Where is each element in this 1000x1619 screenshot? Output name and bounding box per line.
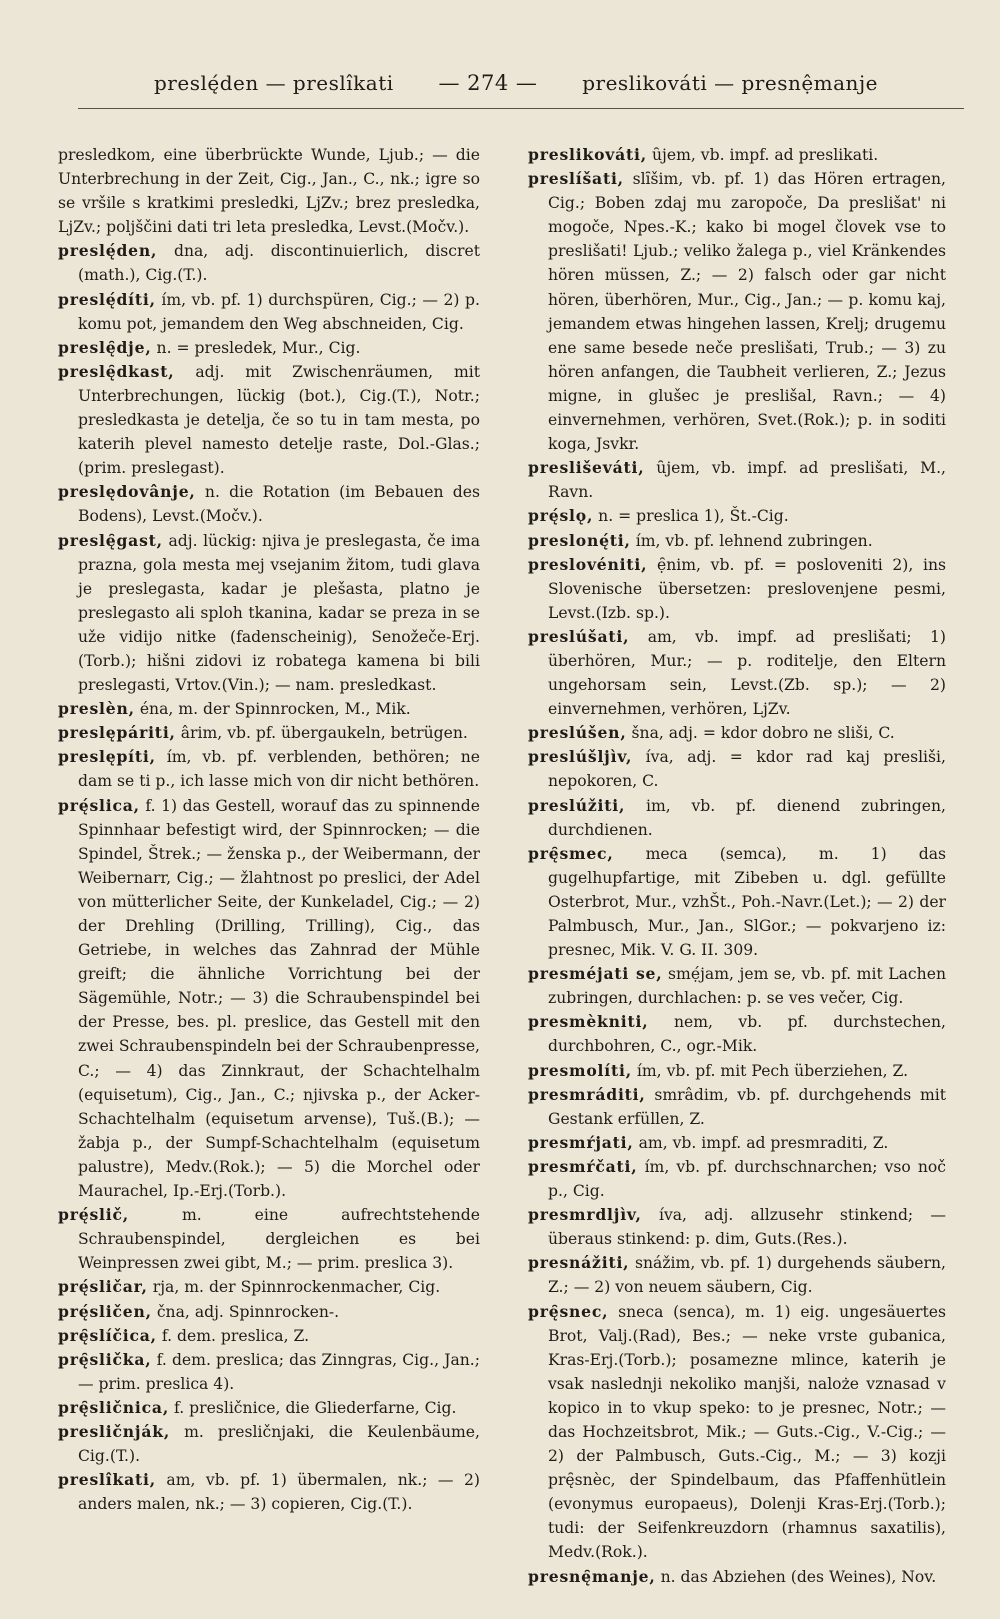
- entry-definition: ȗjem, vb. impf. ad preslišati, M., Ravn.: [548, 459, 946, 502]
- entry-headword: preslępáriti,: [58, 723, 176, 743]
- entry-definition: ím, vb. pf. 1) durchspüren, Cig.; — 2) p. komu pot, jemandem den Weg abschneiden, Cig.: [78, 290, 480, 333]
- entry-headword: preslonę́ti,: [528, 530, 631, 550]
- entry-definition: íva, adj. allzusehr stinkend; — überaus stinkend: p. dim, Guts.(Res.).: [548, 1206, 946, 1249]
- entry-headword: prę̑slíčica,: [58, 1325, 157, 1345]
- dictionary-entry: [528, 842, 946, 962]
- entry-headword: preslîkati,: [58, 1470, 156, 1490]
- entry-headword: prę̑smec,: [528, 843, 614, 863]
- entry-definition: smrâdim, vb. pf. durchgehends mit Gestank erfüllen, Z.: [548, 1085, 946, 1128]
- entry-definition: éna, m. der Spinnrocken, M., Mik.: [139, 700, 411, 719]
- page-header: [58, 66, 966, 100]
- entry-headword: presmráditi,: [528, 1084, 646, 1104]
- entry-definition: šna, adj. = kdor dobro ne sliši, C.: [631, 724, 895, 743]
- dictionary-entry: [528, 625, 946, 721]
- entry-headword: prę́sličar,: [58, 1277, 148, 1297]
- entry-definition: am, vb. pf. 1) übermalen, nk.; — 2) anders malen, nk.; — 3) copieren, Cig.(T.).: [78, 1471, 480, 1514]
- dictionary-entry: [528, 143, 946, 167]
- page-number: — 274 —: [438, 71, 538, 95]
- entry-definition: f. dem. preslica; das Zinngras, Cig., Jan.; — prim. preslica 4).: [78, 1350, 480, 1393]
- entry-headword: preslę́den,: [58, 241, 158, 261]
- entry-definition: ím, vb. pf. durchschnarchen; vso noč p., Cig.: [548, 1157, 946, 1201]
- dictionary-entry: [528, 1300, 946, 1565]
- entry-definition: snážim, vb. pf. 1) durgehends säubern, Z.; — 2) von neuem säubern, Cig.: [548, 1254, 946, 1297]
- entry-definition: meca (semca), m. 1) das gugelhupfartige, mit Zibeben u. dgl. gefüllte Osterbrot, Mur., vzhŠt., Poh.-Navr.(Let.); — 2) der Palmbusch, Mur., Jan., SlGor.; — pokvarjeno iz: presnec, Mik. V. G. II. 309.: [548, 844, 946, 960]
- entry-headword: prę̑snec,: [528, 1301, 609, 1321]
- entry-headword: presnę̑manje,: [528, 1566, 656, 1586]
- dictionary-entry: [58, 1275, 480, 1299]
- dictionary-entry: [58, 360, 480, 480]
- entry-definition: ârim, vb. pf. übergaukeln, betrügen.: [180, 724, 468, 743]
- entry-headword: preslę̑dkast,: [58, 361, 175, 381]
- dictionary-entry: [528, 1155, 946, 1203]
- entry-headword: presmèkniti,: [528, 1012, 649, 1032]
- entry-definition: am, vb. impf. ad presmraditi, Z.: [638, 1133, 889, 1152]
- dictionary-entry: [58, 1300, 480, 1324]
- entry-definition: ím, vb. pf. mit Pech überziehen, Z.: [636, 1061, 909, 1080]
- entry-definition: f. presličnice, die Gliederfarne, Cig.: [174, 1398, 457, 1417]
- dictionary-entry: [58, 1396, 480, 1420]
- dictionary-entry: [528, 1010, 946, 1058]
- dictionary-entry: [58, 1468, 480, 1516]
- dictionary-entry: [528, 1059, 946, 1083]
- dictionary-entry: [58, 480, 480, 528]
- entry-headword: prę̑slička,: [58, 1349, 152, 1369]
- entry-definition: n. = preslica 1), Št.-Cig.: [598, 507, 789, 526]
- dictionary-entry: [58, 1324, 480, 1348]
- entry-definition: im, vb. pf. dienend zubringen, durchdienen.: [548, 796, 946, 839]
- entry-definition: íva, adj. = kdor rad kaj presliši, nepokoren, C.: [548, 748, 946, 791]
- entry-definition: ẹ̑nim, vb. pf. = posloveniti 2), ins Slovenische übersetzen: preslovenjene pesmi, Levst.(Izb. sp.).: [548, 555, 946, 622]
- entry-definition: čna, adj. Spinnrocken-.: [156, 1302, 340, 1321]
- dictionary-entry: [58, 721, 480, 745]
- entry-headword: prę́slica,: [58, 795, 140, 815]
- dictionary-entry: [58, 336, 480, 360]
- dictionary-entry: [528, 1203, 946, 1251]
- entry-definition: f. 1) das Gestell, worauf das zu spinnende Spinnhaar befestigt wird, der Spinnrocken; — die Spindel, Štrek.; — ženska p., der Weibermann, der Weibernarr, Cig.; — žlahtnost po preslici, der Adel von mütterlicher Seite, der Kunkeladel, Cig.; — 2) der Drehling (Drilling, Trilling), Cig., das Getriebe, in welches das Zahnrad der Mühle greift; die ähnliche Vorrichtung bei der Sägemühle, Notr.; — 3) die Schraubenspindel bei der Presse, bes. pl. preslice, das Gestell mit den zwei Schraubenspindeln bei der Schraubenpresse, C.; — 4) das Zinnkraut, der Schachtelhalm (equisetum), Cig., Jan., C.; njivska p., der Acker-Schachtelhalm (equisetum arvense), Tuš.(B.); — žabja p., der Sumpf-Schachtelhalm (equisetum palustre), Medv.(Rok.); — 5) die Morchel oder Maurachel, Ip.-Erj.(Torb.).: [78, 796, 480, 1201]
- entry-headword: presmolíti,: [528, 1060, 632, 1080]
- dictionary-entry: [528, 1131, 946, 1155]
- entry-headword: preslèn,: [58, 699, 135, 719]
- dictionary-entry: [528, 529, 946, 553]
- entry-definition: n. die Rotation (im Bebauen des Bodens), Levst.(Močv.).: [78, 483, 480, 526]
- dictionary-entry: [528, 745, 946, 793]
- entry-headword: presméjati se,: [528, 964, 663, 984]
- entry-definition: dna, adj. discontinuierlich, discret (math.), Cig.(T.).: [78, 242, 480, 285]
- entry-definition: am, vb. impf. ad preslišati; 1) überhören, Mur.; — p. roditelje, den Eltern ungehorsam sein, Levst.(Zb. sp.); — 2) einvernehmen, verhören, LjZv.: [548, 627, 946, 719]
- columns: [58, 143, 966, 1589]
- entry-headword: presliševáti,: [528, 458, 645, 478]
- entry-definition: adj. lückig: njiva je preslegasta, če ima prazna, gola mesta mej vsejanim žitom, tudi glava je preslegasta, kadar je plešasta, platno je preslegasto ali sploh tkanina, kadar se preza in se uže vidijo nitke (fadenscheinig), Senožeče-Erj.(Torb.); hišni zidovi iz robatega kamena bi bili preslegasti, Vrtov.(Vin.); — nam. presledkast.: [78, 531, 481, 695]
- dictionary-entry: [528, 1251, 946, 1299]
- entry-headword: preslúšljìv,: [528, 747, 633, 767]
- entry-definition: ȗjem, vb. impf. ad preslikati.: [651, 146, 879, 164]
- dictionary-entry: [528, 794, 946, 842]
- entry-definition: n. = presledek, Mur., Cig.: [156, 338, 361, 357]
- entry-definition: rja, m. der Spinnrockenmacher, Cig.: [152, 1278, 441, 1297]
- entry-headword: preslúšen,: [528, 723, 627, 743]
- entry-definition: slȋšim, vb. pf. 1) das Hören ertragen, Cig.; Boben zdaj mu zaropoče, Da preslišat' ni mogoče, Npes.-K.; kako bi mogel človek vse to preslišati! Ljub.; veliko žalega p., viel Kränkendes hören müssen, Z.; — 2) falsch oder gar nicht hören, überhören, Mur., Cig., Jan.; — p. komu kaj, jemandem etwas hingehen lassen, Krelj; drugemu ene same besede neče preslišati, Trub.; — 3) zu hören anfangen, die Taubheit verlieren, Z.; Jezus migne, in glušec je preslišal, Ravn.; — 4) einvernehmen, verhören, Svet.(Rok.); p. in soditi koga, Jsvkr.: [548, 170, 946, 454]
- entry-definition: m. presličnjaki, die Keulenbäume, Cig.(T.).: [78, 1422, 480, 1466]
- right-column: [528, 143, 946, 1589]
- entry-definition: m. eine aufrechtstehende Schraubenspindel, dergleichen es bei Weinpressen zwei gibt, M.; — prim. preslica 3).: [78, 1206, 480, 1273]
- entry-headword: preslikováti,: [528, 145, 647, 164]
- entry-definition: smẹ́jam, jem se, vb. pf. mit Lachen zubringen, durchlachen: p. se ves večer, Cig.: [548, 965, 946, 1008]
- entry-headword: prę́slič,: [58, 1205, 129, 1225]
- entry-headword: presmŕčati,: [528, 1156, 638, 1176]
- entry-definition: nem, vb. pf. durchstechen, durchbohren, C., ogr.-Mik.: [548, 1013, 946, 1056]
- dictionary-entry: [58, 794, 480, 1204]
- dictionary-entry: [58, 697, 480, 721]
- dictionary-entry: [58, 745, 480, 793]
- left-column: [58, 143, 480, 1589]
- entry-definition: sneca (senca), m. 1) eig. ungesäuertes Brot, Valj.(Rad), Bes.; — neke vrste gubanica, Kras-Erj.(Torb.); posamezne mlince, katerih je vsak naslednji nekoliko manjši, naloże vznasad v kopico in to vkup speko: to je presnec, Notr.; — das Hochzeitsbrot, Mik.; — Guts.-Cig., V.-Cig.; — 2) der Palmbusch, Guts.-Cig., M.; — 3) kozji prę̑snèc, der Spindelbaum, das Pfaffenhütlein (evonymus europaeus), Dolenji Kras-Erj.(Torb.); tudi: der Seifenkreuzdorn (rhamnus saxatilis), Medv.(Rok.).: [548, 1302, 946, 1562]
- dictionary-entry: [528, 1083, 946, 1131]
- entry-definition: ím, vb. pf. lehnend zubringen.: [635, 531, 873, 550]
- dictionary-entry: [58, 1203, 480, 1275]
- dictionary-entry: [58, 529, 480, 698]
- dictionary-entry: [58, 1348, 480, 1396]
- entry-definition: adj. mit Zwischenräumen, mit Unterbrechungen, lückig (bot.), Cig.(T.), Notr.; presledkasta je detelja, če so tu in tam mesta, po katerih plevel namesto detelje raste, Dol.-Glas.; (prim. preslegast).: [78, 362, 480, 478]
- dictionary-entry: [528, 456, 946, 504]
- entry-headword: presličnják,: [58, 1421, 171, 1441]
- entry-headword: prę̑sličnica,: [58, 1397, 170, 1417]
- entry-definition: presledkom, eine überbrückte Wunde, Ljub.; — die Unterbrechung in der Zeit, Cig., Jan., C., nk.; igre so se vršile s kratkimi presledki, LjZv.; brez presledka, LjZv.; poljščini dati tri leta presledka, Levst.(Močv.).: [58, 146, 480, 237]
- entry-definition: ím, vb. pf. verblenden, bethören; ne dam se ti p., ich lasse mich von dir nicht bethören.: [78, 748, 480, 791]
- header-left-guideword: preslę́den — preslîkati: [154, 71, 394, 95]
- entry-headword: presmrdljìv,: [528, 1205, 642, 1225]
- entry-headword: prę́sličen,: [58, 1301, 152, 1321]
- entry-headword: preslovéniti,: [528, 554, 648, 574]
- entry-headword: presnážiti,: [528, 1253, 630, 1273]
- dictionary-entry: [528, 167, 946, 456]
- dictionary-entry: [528, 721, 946, 745]
- header-rule: [78, 108, 964, 109]
- dictionary-entry: [58, 288, 480, 336]
- entry-headword: presmŕjati,: [528, 1132, 634, 1152]
- dictionary-entry: [528, 962, 946, 1010]
- dictionary-entry: [528, 504, 946, 528]
- header-right-guideword: preslikováti — presnệmanje: [582, 71, 878, 95]
- entry-headword: preslíšati,: [528, 169, 624, 189]
- entry-headword: prę́slǫ,: [528, 506, 594, 526]
- dictionary-entry: [528, 553, 946, 625]
- dictionary-entry: [528, 1565, 946, 1589]
- entry-headword: preslędovânje,: [58, 482, 196, 502]
- entry-headword: preslępíti,: [58, 747, 156, 767]
- entry-headword: preslę̑gast,: [58, 530, 163, 550]
- entry-definition: f. dem. preslica, Z.: [161, 1326, 310, 1345]
- entry-definition: n. das Abziehen (des Weines), Nov.: [660, 1567, 937, 1586]
- entry-headword: preslúšati,: [528, 626, 630, 646]
- dictionary-entry: [58, 143, 480, 239]
- dictionary-entry: [58, 239, 480, 287]
- dictionary-entry: [58, 1420, 480, 1468]
- entry-headword: preslúžiti,: [528, 795, 626, 815]
- entry-headword: preslę́díti,: [58, 289, 156, 309]
- entry-headword: preslę̑dje,: [58, 337, 152, 357]
